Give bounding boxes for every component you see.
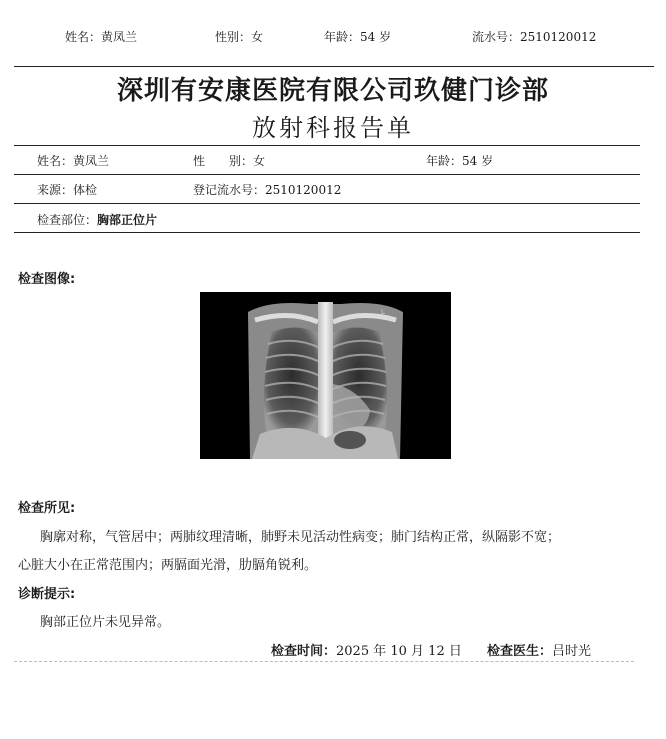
patient-age: 年龄：54 岁 [426,154,494,168]
patient-name: 姓名：黄凤兰 [37,154,110,168]
exam-doctor-label: 检查医生： [487,644,553,659]
xray-marker: L [381,308,385,316]
exam-time-label: 检查时间： [271,644,337,659]
header-divider [14,66,654,67]
exam-doctor-value: 吕时光 [552,644,592,659]
report-title: 放射科报告单 [252,114,414,142]
patient-gender: 性 别：女 [193,154,266,168]
exam-part [37,211,157,228]
chest-xray-image [200,292,451,459]
exam-time-value: 2025 年 10 月 12 日 [336,644,462,659]
footer-dashed-divider [14,661,634,662]
exam-part-value: 胸部正位片 [97,213,158,227]
findings-text-line2: 心脏大小在正常范围内；两膈面光滑，肋膈角锐利。 [18,558,318,573]
header-serial: 流水号：2510120012 [472,30,597,44]
patient-source: 来源：体检 [37,183,98,197]
exam-time [271,640,462,659]
diagnosis-text: 胸部正位片未见异常。 [40,615,171,630]
findings-text-line1: 胸廓对称，气管居中；两肺纹理清晰，肺野未见活动性病变；肺门结构正常，纵隔影不宽； [40,530,561,545]
image-heading: 检查图像: [18,272,76,287]
table-bottom-line [14,232,640,233]
diagnosis-heading: 诊断提示: [18,587,76,602]
exam-part-label: 检查部位： [37,213,98,227]
header-age: 年龄：54 岁 [324,30,392,44]
table-line-2 [14,174,640,175]
findings-heading: 检查所见: [18,501,76,516]
hospital-title: 深圳有安康医院有限公司玖健门诊部 [116,76,549,106]
table-top-line [14,145,640,146]
exam-doctor [487,640,591,659]
registration-serial: 登记流水号：2510120012 [193,183,342,197]
table-line-3 [14,203,640,204]
header-gender: 性别：女 [215,30,264,44]
header-name: 姓名：黄凤兰 [65,30,138,44]
